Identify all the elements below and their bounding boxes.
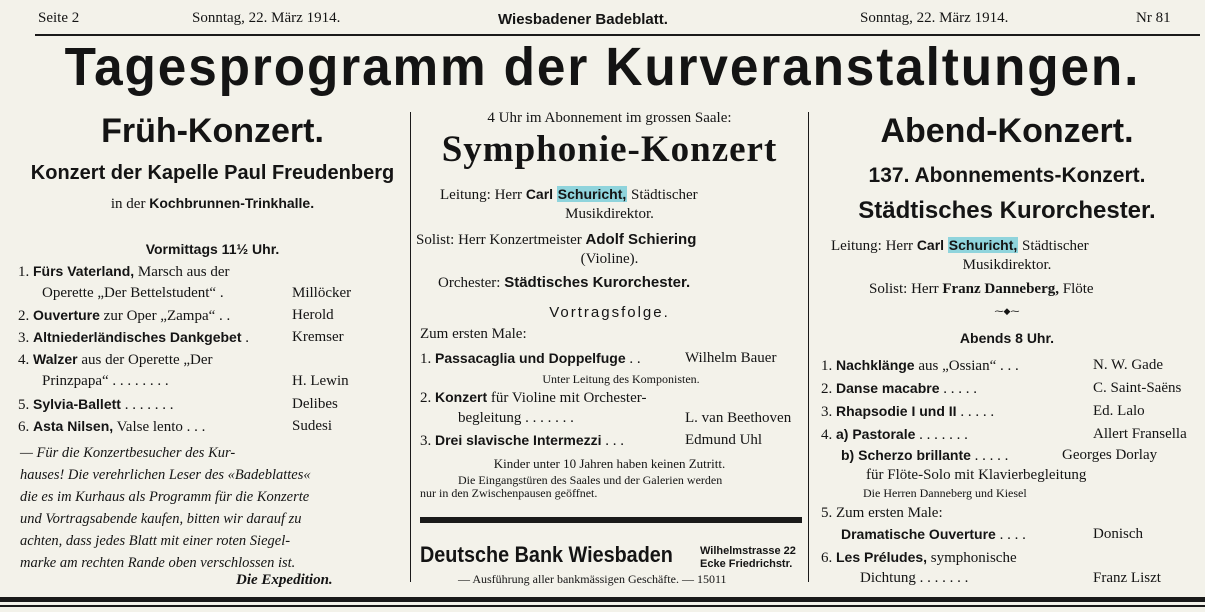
date-left: Sonntag, 22. März 1914. [192,10,341,26]
early-venue-prefix: in der [110,196,146,212]
ad-address-2: Ecke Friedrichstr. [700,558,793,570]
bottom-rule-thick [0,597,1205,602]
symphony-item-1-note: Unter Leitung des Komponisten. [542,372,700,386]
evening-item-4a: 4. a) Pastorale . . . . . . . [821,426,968,443]
early-item-6: 6. Asta Nilsen, Valse lento . . . [18,418,206,435]
ad-rule [420,517,802,523]
early-item-4: 4. Walzer aus der Operette „Der [18,351,213,368]
evening-flute-note: für Flöte-Solo mit Klavierbegleitung [866,467,1087,483]
column-divider-1 [410,112,411,582]
symphony-orchestra: Orchester: Städtisches Kurorchester. [438,274,691,291]
symphony-item-1: 1. Passacaglia und Doppelfuge . . [420,350,641,367]
early-venue [15,195,410,213]
evening-item-5: 5. Zum ersten Male: [821,505,943,521]
early-item-5-composer: Delibes [292,396,338,412]
page-title: Tagesprogramm der Kurveranstaltungen. [64,37,1141,97]
symphony-doors-note-2: nur in den Zwischenpausen geöffnet. [420,486,598,500]
symphony-item-2: 2. Konzert für Violine mit Orchester- [420,389,647,406]
early-time: Vormittags 11½ Uhr. [145,241,280,257]
symphony-intro: 4 Uhr im Abonnement im grossen Saale: [487,110,732,126]
notice-line-2: hauses! Die verehrlichen Leser des «Badeblattes« [20,467,311,483]
issue-number: Nr 81 [1136,10,1171,26]
symphony-item-1-composer: Wilhelm Bauer [685,350,777,366]
bottom-rule-thin [0,605,1205,607]
symphony-premiere: Zum ersten Male: [420,326,527,342]
early-item-1: 1. Fürs Vaterland, Marsch aus der [18,263,230,280]
evening-item-6-composer: Franz Liszt [1093,570,1161,586]
early-item-4-line2: Prinzpapa“ . . . . . . . . [42,373,169,389]
symphony-conductor-title: Musikdirektor. [565,206,654,222]
symphony-soloist-instrument: (Violine). [580,251,639,267]
early-item-4-composer: H. Lewin [292,373,349,389]
symphony-doors-note-1: Die Eingangstüren des Saales und der Galerien werden [458,473,723,487]
date-right: Sonntag, 22. März 1914. [860,10,1009,26]
evening-item-1-composer: N. W. Gade [1093,357,1163,373]
symphony-children-note: Kinder unter 10 Jahren haben keinen Zutritt. [493,456,726,471]
early-item-3-composer: Kremser [292,329,344,345]
evening-item-5-piece: Dramatische Ouverture . . . . [841,526,1026,543]
newspaper-name: Wiesbadener Badeblatt. [498,11,668,28]
symphony-conductor: Leitung: Herr Carl Schuricht, Städtischer [440,186,698,203]
page-number: Seite 2 [38,10,80,26]
early-item-5: 5. Sylvia-Ballett . . . . . . . [18,396,174,413]
notice-signature: Die Expedition. [236,572,333,588]
ad-bank-name: Deutsche Bank Wiesbaden [420,542,673,567]
evening-subscription: 137. Abonnements-Konzert. [868,164,1146,187]
symphony-item-3-composer: Edmund Uhl [685,432,763,448]
symphony-soloist: Solist: Herr Konzertmeister Adolf Schiering [416,231,697,248]
early-item-1-line2: Operette „Der Bettelstudent“ . [42,285,224,301]
evening-item-3-composer: Ed. Lalo [1093,403,1145,419]
evening-item-4b-composer: Georges Dorlay [1062,447,1158,463]
early-item-3: 3. Altniederländisches Dankgebet . [18,329,250,346]
notice-line-5: achten, dass jedes Blatt mit einer roten Siegel- [20,533,291,549]
symphony-item-2-line2: begleitung . . . . . . . [458,410,574,426]
early-item-1-composer: Millöcker [292,285,352,301]
early-heading: Früh-Konzert. [101,112,324,150]
evening-players-note: Die Herren Danneberg und Kiesel [863,486,1027,500]
evening-item-6: 6. Les Préludes, symphonische [821,549,1017,566]
evening-item-4b: b) Scherzo brillante . . . . . [841,447,1009,464]
ad-tagline: — Ausführung aller bankmässigen Geschäfte. — 15011 [458,572,727,586]
notice-line-4: und Vortragsabende kaufen, bitten wir darauf zu [20,511,302,527]
evening-item-3: 3. Rhapsodie I und II . . . . . [821,403,995,420]
symphony-order-heading: Vortragsfolge. [549,304,670,321]
evening-item-2: 2. Danse macabre . . . . . [821,380,978,397]
notice-line-6: marke am rechten Rande oben verschlossen ist. [20,555,296,571]
evening-conductor-title: Musikdirektor. [962,257,1052,273]
notice-line-1: — Für die Konzertbesucher des Kur- [20,445,236,461]
early-item-2: 2. Ouverture zur Oper „Zampa“ . . [18,307,231,324]
evening-conductor: Leitung: Herr Carl Schuricht, Städtischer [831,237,1089,254]
evening-ornament: ⁓◆⁓ [994,306,1020,316]
evening-item-2-composer: C. Saint-Saëns [1093,380,1182,396]
symphony-item-3: 3. Drei slavische Intermezzi . . . [420,432,625,449]
symphony-item-2-composer: L. van Beethoven [685,410,792,426]
evening-item-5-composer: Donisch [1093,526,1143,542]
early-venue-name: Kochbrunnen-Trinkhalle. [149,195,315,211]
early-band: Konzert der Kapelle Paul Freudenberg [30,162,395,184]
evening-time: Abends 8 Uhr. [959,330,1055,346]
notice-line-3: die es im Kurhaus als Programm für die Konzerte [20,489,310,505]
evening-item-6-line2: Dichtung . . . . . . . [860,570,969,586]
evening-heading: Abend-Konzert. [880,112,1134,150]
ad-address-1: Wilhelmstrasse 22 [700,545,796,557]
evening-item-1: 1. Nachklänge aus „Ossian“ . . . [821,357,1019,374]
evening-item-4a-composer: Allert Fransella [1093,426,1187,442]
evening-orchestra: Städtisches Kurorchester. [858,197,1156,224]
early-item-2-composer: Herold [292,307,334,323]
early-item-6-composer: Sudesi [292,418,333,434]
evening-soloist: Solist: Herr Franz Danneberg, Flöte [869,281,1094,297]
symphony-heading: Symphonie-Konzert [441,129,778,170]
